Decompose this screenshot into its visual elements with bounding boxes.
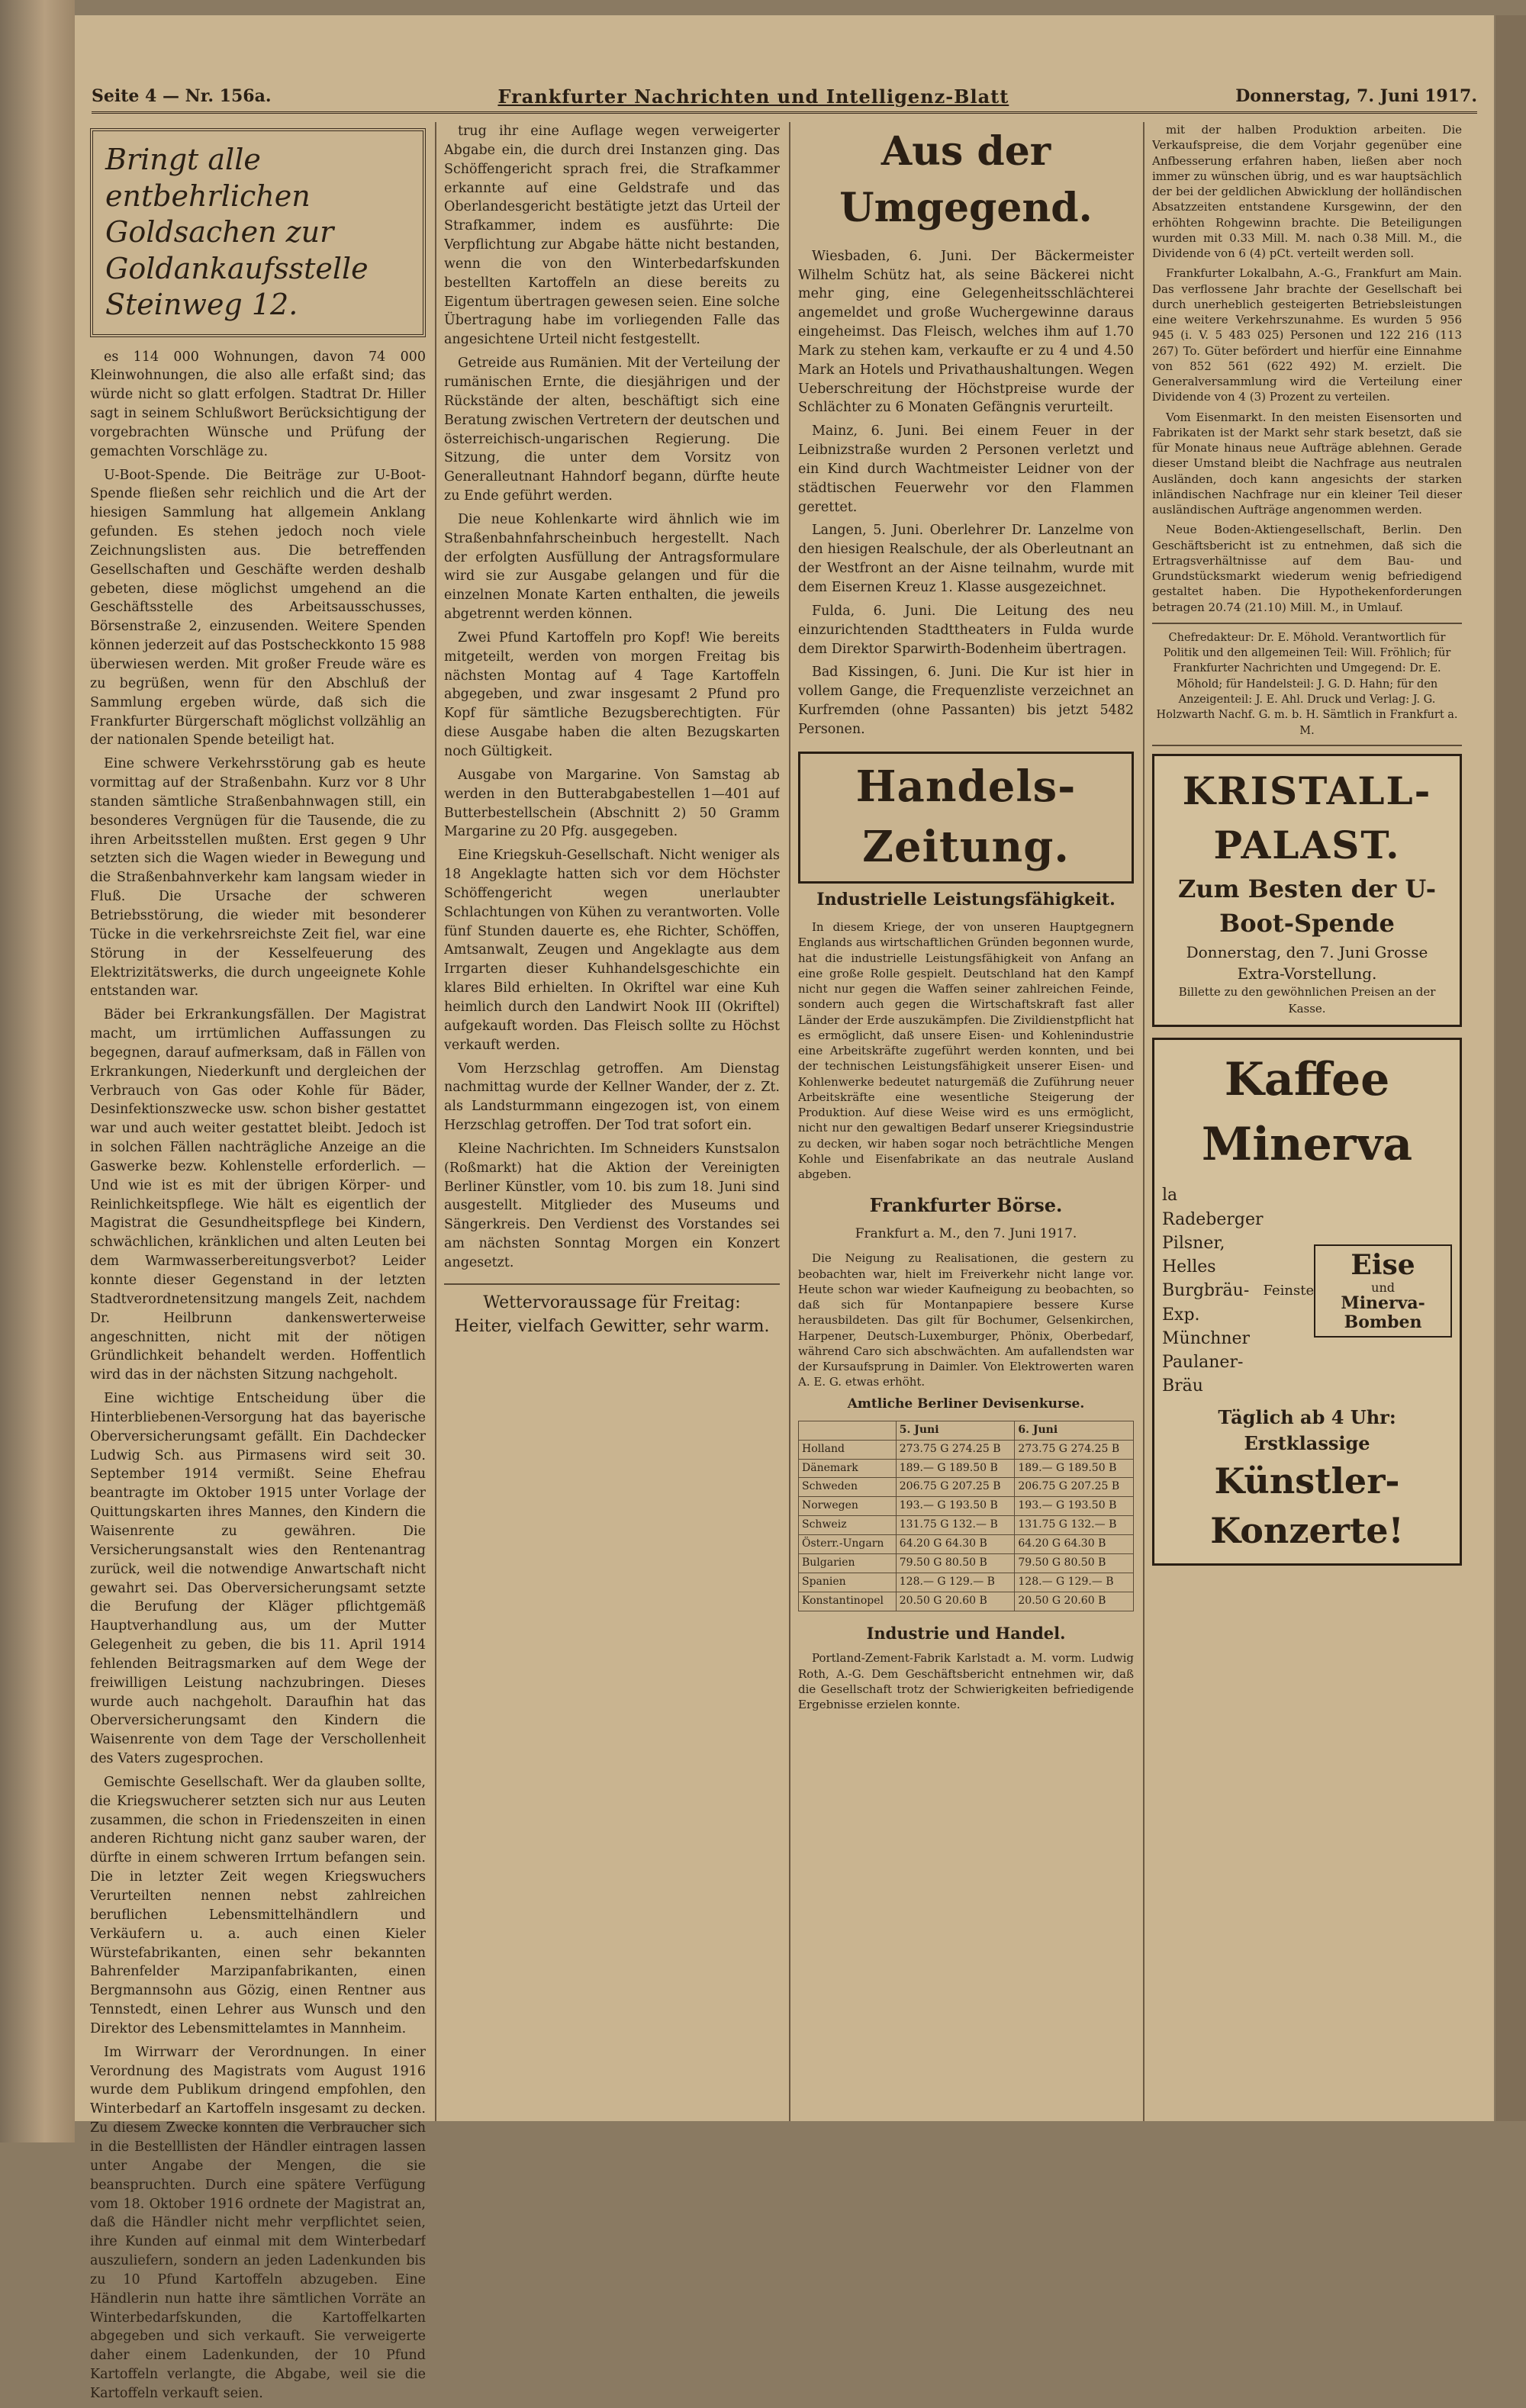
ad-daily: Täglich ab 4 Uhr: Erstklassige bbox=[1218, 1405, 1396, 1454]
beer-list bbox=[1162, 1183, 1264, 1398]
paragraph: U-Boot-Spende. Die Beiträge zur U-Boot-Spende fließen sehr reichlich und die Art der hiesigen Sammlung hat allgemein Anklang gefunden. Es stehen jedoch noch viele Zeichnungslisten aus. Die betreffenden Gesellschaften und Geschäfte werden deshalb gebeten, diese möglichst umgehend an die Geschäftsstelle des Arbeitsausschusses, Börsenstraße 2, einzusenden. Weitere Spenden können jederzeit auf das Postscheckkonto 15 988 überwiesen werden. Mit großer Freude wäre es zu begrüßen, wenn für den Abschluß der Sammlung ergeben würde, daß sich die Frankfurter Bürgerschaft möglichst vollzählig an der nationalen Spende beteiligt hat. bbox=[90, 467, 426, 748]
paragraph: Wiesbaden, 6. Juni. Der Bäckermeister Wilhelm Schütz hat, als seine Bäckerei nicht mehr ging, eine Gelegenheitsschlächterei angemeldet und große Wuchergewinne daraus eingeheimst. Das Fleisch, welches ihm auf 1.70 Mark zu stehen kam, verkaufte er zu 4 und 4.50 Mark an Hotels und Privathaushaltungen. Wegen Ueberschreitung der Höchstpreise wurde der Schlächter zu 6 Monaten Gefängnis verurteilt. bbox=[798, 248, 1134, 416]
newspaper-sheet bbox=[75, 15, 1494, 2401]
ad-date: Donnerstag, den 7. Juni Grosse Extra-Vorstellung. bbox=[1186, 942, 1428, 983]
bomben-label: Minerva-Bomben bbox=[1341, 1293, 1425, 1332]
table-cell: 131.75 G 132.— B bbox=[1015, 1516, 1134, 1535]
table-row bbox=[799, 1573, 1134, 1592]
issue-date: Donnerstag, 7. Juni 1917. bbox=[1235, 86, 1477, 106]
table-cell: Norwegen bbox=[799, 1497, 897, 1516]
table-cell: 128.— G 129.— B bbox=[1015, 1573, 1134, 1592]
ad-title: Kaffee Minerva bbox=[1201, 1053, 1413, 1172]
column-2 bbox=[444, 122, 780, 2106]
paragraph: Frankfurter Lokalbahn, A.-G., Frankfurt am Main. Das verflossene Jahr brachte der Gesellschaft bei durch unerheblich gesteigerten Betriebsleistungen eine weitere Verkehrszunahme. Es wurden 5 956 945 (i. V. 5 483 025) Personen und 122 216 (113 267) To. Güter befördert und hierfür eine Einnahme von 852 561 (622 492) M. erzielt. Die Generalversammlung wird die Verteilung einer Dividende von 4 (3) Prozent zu verteilen. bbox=[1152, 266, 1462, 404]
paragraph: Kleine Nachrichten. Im Schneiders Kunstsalon (Roßmarkt) hat die Aktion der Vereinigten Berliner Künstler, vom 10. bis zum 18. Juni sind ausgestellt. Mitglieder des Museums und Sängerkreis. Den Verdienst des Vorstandes sei am nächsten Sonntag Morgen ein Konzert angesetzt. bbox=[444, 1141, 780, 1270]
paragraph: Die Neigung zu Realisationen, die gestern zu beobachten war, hielt im Freiverkehr nicht lange vor. Heute schon war wieder Kaufneigung zu beobachten, so daß sich für Montanpapiere bessere Kurse herausbildeten. Das gilt für Bochumer, Gelsenkirchen, Harpener, Deutsch-Luxemburger, Phönix, Oberbedarf, während Caro sich abschwächten. Am aufallendsten war der Kursaufsprung in Daimler. Von Elektrowerten waren A. E. G. etwas erhöht. bbox=[798, 1251, 1134, 1389]
and-label: und bbox=[1371, 1280, 1395, 1295]
paragraph: In diesem Kriege, der von unseren Hauptgegnern Englands aus wirtschaftlichen Gründen begonnen wurde, hat die industrielle Leistungsfähigkeit von Anfang an eine große Rolle gespielt. Deutschland hat den Kampf nicht nur gegen die Waffen seiner zahlreichen Feinde, sondern auch gegen die Wirtschaftskraft fast aller Länder der Erde auszukämpfen. Die Zivildienstpflicht hat es ermöglicht, daß unsere Eisen- und Kohlenindustrie eine Arbeitskräfte zugeführt werden konnten, und bei der technischen Leistungsfähigkeit unserer Eisen- und Kohlenwerke bedeutet naturgemäß die Zuführung neuer Arbeitskräfte eine wesentliche Steigerung der Produktion. Auf diese Weise wird es uns ermöglicht, nicht nur den gewaltigen Bedarf unserer Kriegsindustrie zu decken, wir haben sogar noch beträchtliche Mengen Kohle und Eisenfabrikate an das neutrale Ausland abgeben. bbox=[798, 920, 1134, 1182]
ad-note: Billette zu den gewöhnlichen Preisen an der Kasse. bbox=[1178, 985, 1436, 1016]
paragraph: Gemischte Gesellschaft. Wer da glauben sollte, die Kriegswucherer setzten sich nur aus Leuten zusammen, die schon in Friedenszeiten in einen anderen Richtung nicht ganz sauber waren, der dürfte in einem schweren Irrtum befangen sein. Die in letzter Zeit wegen Kriegswuchers Verurteilten nennen nebst zahlreichen beruflichen Lebensmittelhändlern und Verkäufern u. a. auch einen Kieler Würstefabrikanten, einen sehr bekannten Bahrenfelder Marzipanfabrikanten, einen Bergmannsohn aus Gözig, einen Rentner aus Tennstedt, einen Lehrer aus Wunsch und den Direktor des Lebensmittelamtes in Mannheim. bbox=[90, 1774, 426, 2036]
imprint: Chefredakteur: Dr. E. Möhold. Verantwortlich für Politik und den allgemeinen Teil: Will. Fröhlich; für Frankfurter Nachrichten und Umgegend: Dr. E. Möhold; für Handelsteil: J. G. D. Hahn; für den Anzeigenteil: J. E. Ahl. Druck und Verlag: J. G. Holzwarth Nachf. G. m. b. H. Sämtlich in Frankfurt a. M. bbox=[1152, 623, 1462, 746]
table-cell: 20.50 G 20.60 B bbox=[1015, 1592, 1134, 1611]
feinste-label: Feinste bbox=[1263, 1283, 1315, 1299]
weather-title: Wettervoraussage für Freitag: bbox=[483, 1293, 741, 1312]
paragraph: Getreide aus Rumänien. Mit der Verteilung der rumänischen Ernte, die diesjährigen und der Rückstände der alten, beschäftigt sich eine Beratung zwischen Vertretern der deutschen und österreichisch-ungarischen Regierung. Die Sitzung, die unter dem Vorsitz von Generalleutnant Hahndorf begann, dürfte heute zu Ende geführt werden. bbox=[444, 356, 780, 504]
ad-subtitle: Zum Besten der U-Boot-Spende bbox=[1178, 874, 1436, 938]
table-cell: Schweiz bbox=[799, 1516, 897, 1535]
table-header-cell: 6. Juni bbox=[1015, 1421, 1134, 1440]
paragraph: Langen, 5. Juni. Oberlehrer Dr. Lanzelme von den hiesigen Realschule, der als Oberleutnant an der Westfront an der Aisne teilnahm, wurde mit dem Eisernen Kreuz 1. Klasse ausgezeichnet. bbox=[798, 523, 1134, 595]
table-cell: 79.50 G 80.50 B bbox=[1015, 1553, 1134, 1573]
page-binding-edge bbox=[1495, 15, 1526, 2121]
rates-title: Amtliche Berliner Devisenkurse. bbox=[847, 1396, 1085, 1412]
table-header-cell bbox=[799, 1421, 897, 1440]
industrie-handel-title: Industrie und Handel. bbox=[866, 1623, 1066, 1643]
table-row bbox=[799, 1535, 1134, 1554]
table-row bbox=[799, 1592, 1134, 1611]
column-3 bbox=[798, 122, 1134, 2106]
table-row bbox=[799, 1497, 1134, 1516]
page-number: Seite 4 — Nr. 156a. bbox=[92, 86, 272, 106]
table-cell: 193.— G 193.50 B bbox=[1015, 1497, 1134, 1516]
table-cell: 128.— G 129.— B bbox=[896, 1573, 1015, 1592]
paragraph: Ausgabe von Margarine. Von Samstag ab werden in den Butterabgabestellen 1—401 auf Butterbestellschein (Abschnitt 2) 50 Gramm Margarine zu 20 Pfg. ausgegeben. bbox=[444, 767, 780, 840]
paragraph: trug ihr eine Auflage wegen verweigerter Abgabe ein, die durch drei Instanzen ging. Das Schöffengericht sprach frei, die Strafkammer erkannte auf eine Geldstrafe und das Oberlandesgericht bestätigte jetzt das Urteil der Strafkammer, indem es ausführte: Die Verpflichtung zur Abgabe hätte nicht bestanden, wenn die von den Winterbedarfskunden bestellten Kartoffeln an diese bereits zu Eigentum übertragen gewesen seien. Eine solche Übertragung habe im vorliegenden Falle das angesichtene Urteil nicht festgestellt. bbox=[444, 124, 780, 348]
list-item: Pilsner, Helles bbox=[1162, 1233, 1225, 1277]
table-row bbox=[799, 1553, 1134, 1573]
table-cell: 64.20 G 64.30 B bbox=[1015, 1535, 1134, 1554]
column-divider bbox=[435, 122, 436, 2121]
list-item: Münchner bbox=[1162, 1328, 1251, 1348]
table-cell: 206.75 G 207.25 B bbox=[896, 1478, 1015, 1497]
column-divider bbox=[789, 122, 790, 2121]
table-cell: 193.— G 193.50 B bbox=[896, 1497, 1015, 1516]
adjacent-page-edge bbox=[0, 0, 75, 2142]
kristall-palast-ad bbox=[1152, 754, 1462, 1027]
paragraph: Die neue Kohlenkarte wird ähnlich wie im Straßenbahnfahrscheinbuch hergestellt. Nach der erfolgten Ausfüllung der Antragsformulare wird sie zur Ausgabe gelangen und für die einzelnen Monate Karten enthalten, die jeweils abgetrennt werden können. bbox=[444, 511, 780, 623]
paragraph: Portland-Zement-Fabrik Karlstadt a. M. vorm. Ludwig Roth, A.-G. Dem Geschäftsbericht entnehmen wir, daß die Gesellschaft trotz der Schwierigkeiten befriedigende Ergebnisse erzielen konnte. bbox=[798, 1651, 1134, 1712]
page-header bbox=[92, 81, 1477, 114]
column-1 bbox=[90, 122, 426, 2408]
table-cell: 20.50 G 20.60 B bbox=[896, 1592, 1015, 1611]
table-row bbox=[799, 1459, 1134, 1478]
ad-title: KRISTALL-PALAST. bbox=[1182, 768, 1432, 868]
table-cell: Konstantinopel bbox=[799, 1592, 897, 1611]
table-cell: Dänemark bbox=[799, 1459, 897, 1478]
paragraph: Bad Kissingen, 6. Juni. Die Kur ist hier in vollem Gange, die Frequenzliste verzeichnet an Kurfremden (ohne Passanten) bis jetzt 5482 Personen. bbox=[798, 665, 1134, 737]
table-row bbox=[799, 1478, 1134, 1497]
table-cell: 64.20 G 64.30 B bbox=[896, 1535, 1015, 1554]
ice-label: Eise bbox=[1351, 1249, 1415, 1282]
ice-box bbox=[1314, 1244, 1452, 1338]
table-cell: 273.75 G 274.25 B bbox=[896, 1440, 1015, 1459]
table-cell: Österr.-Ungarn bbox=[799, 1535, 897, 1554]
kaffee-minerva-ad bbox=[1152, 1038, 1462, 1566]
paragraph: mit der halben Produktion arbeiten. Die Verkaufspreise, die dem Vorjahr gegenüber eine Anfbesserung erfahren haben, ließen aber noch immer zu wünschen übrig, und es war hauptsächlich der bei der geldlichen Abwicklung der holländischen Absatzzeiten entstandene Kursgewinn, der den erhöhten Rohgewinn brachte. Die Beteiligungen wurden mit 0.33 Mill. M. nach 0.38 Mill. M., die Dividende von 6 (4) pCt. verteilt werden soll. bbox=[1152, 123, 1462, 260]
ad-concerts: Künstler-Konzerte! bbox=[1210, 1460, 1404, 1552]
section-title-umgegend: Aus der Umgegend. bbox=[839, 128, 1093, 231]
column-4 bbox=[1152, 122, 1462, 2106]
paragraph: Eine Kriegskuh-Gesellschaft. Nicht weniger als 18 Angeklagte hatten sich vor dem Höchster Schöffengericht wegen unerlaubter Schlachtungen von Kühen zu verantworten. Volle fünf Stunden dauerte es, ehe Richter, Schöffen, Amtsanwalt, Zeugen und Angeklagte aus dem Irrgarten dieser Kuhhandelsgeschichte ein klares Bild erhielten. In Okriftel war eine Kuh heimlich durch den Landwirt Nook III (Okriftel) aufgekauft worden. Das Fleisch sollte zu Höchst verkauft werden. bbox=[444, 848, 780, 1053]
weather-forecast bbox=[444, 1283, 780, 1338]
paragraph: Neue Boden-Aktiengesellschaft, Berlin. Den Geschäftsbericht ist zu entnehmen, daß sich die Ertragsverhältnisse auf dem Bau- und Grundstücksmarkt wiederum wenig befriedigend gestaltet haben. Die Hypothekenforderungen betragen 20.74 (21.10) Mill. M., in Umlauf. bbox=[1152, 523, 1462, 614]
boerse-dateline: Frankfurt a. M., den 7. Juni 1917. bbox=[855, 1226, 1077, 1242]
table-cell: Spanien bbox=[799, 1573, 897, 1592]
table-row bbox=[799, 1440, 1134, 1459]
table-cell: 206.75 G 207.25 B bbox=[1015, 1478, 1134, 1497]
table-cell: 273.75 G 274.25 B bbox=[1015, 1440, 1134, 1459]
paragraph: Vom Eisenmarkt. In den meisten Eisensorten und Fabrikaten ist der Markt sehr stark besetzt, daß sie für Monate hinaus neue Aufträge ablehnen. Gerade dieser Umstand bleibt die Nachfrage aus neutralen Ausländen, doch kann angesichts der starken inländischen Nachfrage nur ein kleiner Teil dieser ausländischen Aufträge angenommen werden. bbox=[1152, 410, 1462, 517]
table-cell: 189.— G 189.50 B bbox=[1015, 1459, 1134, 1478]
paragraph: Eine schwere Verkehrsstörung gab es heute vormittag auf der Straßenbahn. Kurz vor 8 Uhr standen sämtliche Straßenbahnwagen still, ein besonderes Vergnügen für die Tausende, die zu ihren Arbeitsstellen mußten. Erst gegen 9 Uhr setzten sich die Wagen wieder in Bewegung und die Straßenbahnverkehr kam langsam wieder in Fluß. Die Ursache der schweren Betriebsstörung, die wieder mit besonderer Tücke in die verkehrsreichste Zeit fiel, war eine Störung in der Kesselfeuerung des Elektrizitätswerks, die durch ungeeignete Kohle entstanden war. bbox=[90, 756, 426, 1000]
paragraph: es 114 000 Wohnungen, davon 74 000 Kleinwohnungen, die also alle erfaßt sind; das würde nicht so glatt erfolgen. Stadtrat Dr. Hiller sagt in seinem Schlußwort Berücksichtigung der vorgebrachten Wünsche und Prüfung der gemachten Vorschläge zu. bbox=[90, 349, 426, 459]
table-cell: 79.50 G 80.50 B bbox=[896, 1553, 1015, 1573]
list-item: la Radeberger bbox=[1162, 1186, 1264, 1229]
section-title-handels-zeitung: Handels-Zeitung. bbox=[798, 752, 1134, 884]
article-title: Industrielle Leistungsfähigkeit. bbox=[816, 889, 1116, 909]
masthead: Frankfurter Nachrichten und Intelligenz-Blatt bbox=[497, 85, 1009, 108]
table-cell: 189.— G 189.50 B bbox=[896, 1459, 1015, 1478]
paragraph: Fulda, 6. Juni. Die Leitung des neu einzurichtenden Stadttheaters in Fulda wurde dem Direktor Sparwirth-Bodenheim übertragen. bbox=[798, 603, 1134, 657]
paragraph: Bäder bei Erkrankungsfällen. Der Magistrat macht, um irrtümlichen Auffassungen zu begegnen, darauf aufmerksam, daß in Fällen von Erkrankungen, Niederkunft und dergleichen der Verbrauch von Gas oder Kohle für Bäder, Desinfektionszwecke usw. schon bisher gestattet war und auch weiter gestattet bleibt. Jedoch ist in solchen Fällen nachträgliche Anzeige an die Gaswerke bezw. Kohlenstelle erforderlich. — Und wie ist es mit der übrigen Körper- und Reinlichkeitspflege. Wie hält es eigentlich der Magistrat die Gesundheitspflege bei Kindern, schwächlichen, kränklichen und alten Leuten bei dem Warmwasserbereitungsverbot? Leider konnte dieser Gegenstand in der letzten Stadtverordnetensitzung mangels Zeit, nachdem Dr. Heilbrunn dankenswerterweise angeschnitten, nicht mit der nötigen Gründlichkeit behandelt werden. Hoffentlich wird das in der nächsten Sitzung nachgeholt. bbox=[90, 1007, 426, 1383]
paragraph: Vom Herzschlag getroffen. Am Dienstag nachmittag wurde der Kellner Wander, der z. Zt. als Landsturmmann eingezogen ist, von einem Herzschlag getroffen. Der Tod trat sofort ein. bbox=[444, 1061, 780, 1134]
column-divider bbox=[1143, 122, 1144, 2121]
paragraph: Zwei Pfund Kartoffeln pro Kopf! Wie bereits mitgeteilt, werden von morgen Freitag bis nächsten Montag auf 4 Tage Kartoffeln abgegeben, und zwar insgesamt 2 Pfund pro Kopf für sämtliche Bezugsberechtigten. Für diese Ausgabe haben die alten Bezugskarten noch Gültigkeit. bbox=[444, 629, 780, 759]
table-cell: Bulgarien bbox=[799, 1553, 897, 1573]
table-header-cell: 5. Juni bbox=[896, 1421, 1015, 1440]
table-cell: Holland bbox=[799, 1440, 897, 1459]
ad-body bbox=[1162, 1183, 1452, 1398]
paragraph: Eine wichtige Entscheidung über die Hinterbliebenen-Versorgung hat das bayerische Oberversicherungsamt gefällt. Ein Dachdecker Ludwig Sch. aus Pirmasens wird seit 30. September 1914 vermißt. Seine Ehefrau beantragte im Oktober 1915 unter Vorlage der Quittungskarten ihres Mannes, den Kindern die Waisenrente zu gewähren. Die Versicherungsanstalt wies den Rentenantrag zurück, weil die notwendige Anwartschaft nicht gewahrt sei. Das Oberversicherungsamt setzte die Berufung der Kläger pflichtgemäß Hauptverhandlung aus, um der Mutter Gelegenheit zu geben, die bis 11. April 1914 fehlenden Beitragsmarken auf dem Wege der freiwilligen Leistung nachzubringen. Dieses wurde auch nachgeholt. Daraufhin hat das Oberversicherungsamt den Kindern die Waisenrente von dem Tage der Verschollenheit des Vaters zugesprochen. bbox=[90, 1391, 426, 1767]
exchange-rates-table bbox=[798, 1421, 1134, 1611]
paragraph: Mainz, 6. Juni. Bei einem Feuer in der Leibnizstraße wurden 2 Personen verletzt und ein Kind durch Wachtmeister Leidner von der städtischen Feuerwehr vor den Flammen gerettet. bbox=[798, 423, 1134, 515]
table-cell: Schweden bbox=[799, 1478, 897, 1497]
table-row bbox=[799, 1516, 1134, 1535]
list-item: Paulaner-Bräu bbox=[1162, 1353, 1244, 1396]
table-cell: 131.75 G 132.— B bbox=[896, 1516, 1015, 1535]
paragraph: Im Wirrwarr der Verordnungen. In einer Verordnung des Magistrats vom August 1916 wurde dem Publikum dringend empfohlen, den Winterbedarf an Kartoffeln insgesamt zu decken. Zu diesem Zwecke konnten die Verbraucher sich in die Bestelllisten der Händler eintragen lassen unter Angabe der Mengen, die sie beanspruchten. Durch eine spätere Verfügung vom 18. Oktober 1916 ordnete der Magistrat an, daß die Händler nicht mehr verpflichtet seien, ihre Kunden auf einmal mit dem Winterbedarf auszuliefern, sondern an jeden Ladenkunden bis zu 10 Pfund Kartoffeln abzugeben. Eine Händlerin nun hatte ihre sämtlichen Vorräte an Winterbedarfskunden, die Kartoffelkarten abgegeben und sich verkauft. Sie verweigerte daher einem Ladenkunden, der 10 Pfund Kartoffeln verlangte, die Abgabe, weil sie die Kartoffeln verkauft seien. bbox=[90, 2044, 426, 2401]
table-header-row bbox=[799, 1421, 1134, 1440]
gold-ad-box: Bringt alle entbehrlichen Goldsachen zur Goldankaufsstelle Steinweg 12. bbox=[90, 128, 426, 337]
list-item: Burgbräu-Exp. bbox=[1162, 1281, 1250, 1325]
boerse-title: Frankfurter Börse. bbox=[869, 1194, 1063, 1217]
weather-text: Heiter, vielfach Gewitter, sehr warm. bbox=[454, 1317, 770, 1337]
